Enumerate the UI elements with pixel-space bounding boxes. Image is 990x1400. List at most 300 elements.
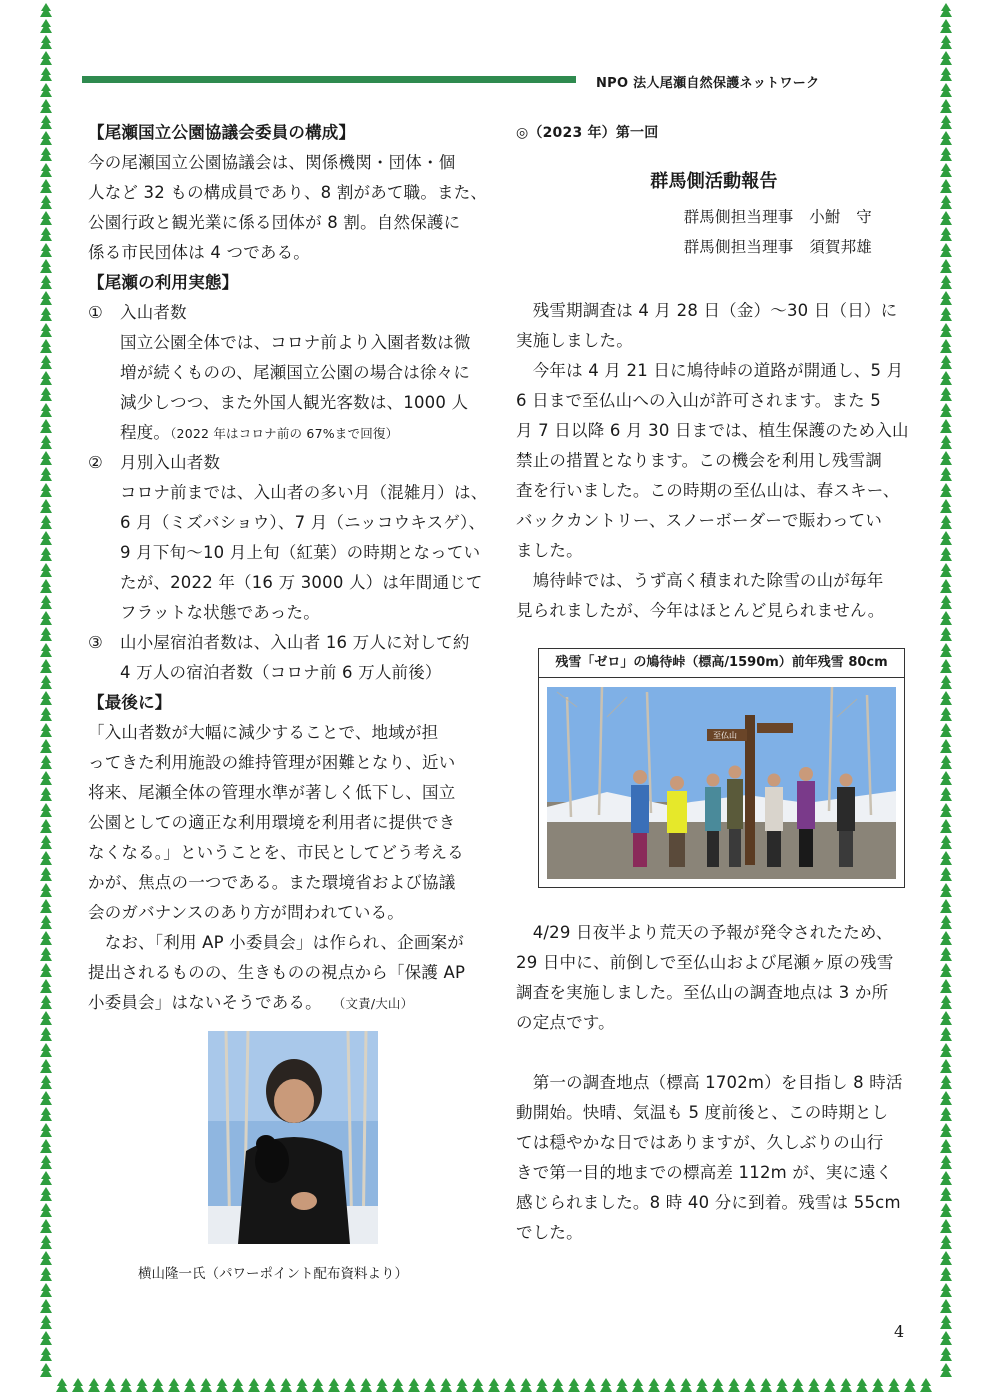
tree-ornament <box>744 1378 756 1392</box>
line-text: かが、焦点の一つである。また環境省および協議 <box>88 873 456 892</box>
tree-ornament <box>940 531 952 545</box>
tree-ornament <box>680 1378 692 1392</box>
tree-ornament <box>940 403 952 417</box>
right-column-lower <box>516 918 912 1248</box>
tree-ornament <box>940 1043 952 1057</box>
tree-ornament <box>856 1378 868 1392</box>
tree-ornament <box>40 291 52 305</box>
tree-ornament <box>248 1378 260 1392</box>
tree-ornament <box>360 1378 372 1392</box>
tree-ornament <box>940 115 952 129</box>
tree-ornament <box>940 499 952 513</box>
tree-ornament <box>940 835 952 849</box>
tree-ornament <box>40 563 52 577</box>
photo-caption: 残雪「ゼロ」の鳩待峠（標高/1590m）前年残雪 80cm <box>539 649 904 678</box>
tree-ornament <box>40 643 52 657</box>
list-number: ① <box>88 303 103 322</box>
text-line <box>88 328 488 358</box>
text-line <box>88 298 488 328</box>
tree-ornament <box>40 99 52 113</box>
tree-ornament <box>940 1299 952 1313</box>
tree-ornament <box>488 1378 500 1392</box>
line-note: （2022 年はコロナ前の 67%まで回復） <box>170 426 399 441</box>
tree-ornament <box>40 227 52 241</box>
right-column <box>516 118 912 626</box>
tree-ornament <box>40 659 52 673</box>
tree-ornament <box>792 1378 804 1392</box>
section-heading <box>88 688 488 718</box>
tree-ornament <box>472 1378 484 1392</box>
text-line <box>88 838 488 868</box>
tree-ornament <box>504 1378 516 1392</box>
text-line: 6 日まで至仏山への入山が許可されます。また 5 <box>516 391 881 410</box>
photo-figure <box>538 648 905 888</box>
signpost-text: 至仏山 <box>713 731 737 740</box>
tree-ornament <box>940 163 952 177</box>
section-heading <box>88 268 488 298</box>
text-line <box>88 388 488 418</box>
tree-ornament <box>940 467 952 481</box>
tree-ornament <box>40 1235 52 1249</box>
tree-ornament <box>168 1378 180 1392</box>
tree-ornament <box>40 675 52 689</box>
tree-ornament <box>940 275 952 289</box>
tree-ornament <box>40 579 52 593</box>
tree-ornament <box>40 275 52 289</box>
text-line <box>88 178 488 208</box>
tree-ornament <box>940 883 952 897</box>
text-line <box>88 808 488 838</box>
tree-ornament <box>408 1378 420 1392</box>
tree-ornament <box>600 1378 612 1392</box>
line-text: 入山者数 <box>120 303 187 322</box>
tree-ornament <box>40 435 52 449</box>
tree-ornament <box>808 1378 820 1392</box>
line-note: （文責/大山） <box>313 996 414 1011</box>
tree-ornament <box>40 963 52 977</box>
tree-ornament <box>940 3 952 17</box>
tree-ornament <box>940 1331 952 1345</box>
tree-ornament <box>40 1187 52 1201</box>
tree-ornament <box>40 147 52 161</box>
tree-ornament <box>940 355 952 369</box>
tree-ornament <box>940 547 952 561</box>
tree-ornament <box>40 1107 52 1121</box>
tree-ornament <box>40 179 52 193</box>
text-line: 調査を実施しました。至仏山の調査地点は 3 か所 <box>516 983 889 1002</box>
line-text: 提出されるものの、生きものの視点から「保護 AP <box>88 963 466 982</box>
tree-ornament <box>696 1378 708 1392</box>
tree-ornament <box>40 499 52 513</box>
tree-ornament <box>40 1331 52 1345</box>
tree-ornament <box>940 787 952 801</box>
tree-ornament <box>40 403 52 417</box>
line-text: 人など 32 もの構成員であり、8 割があて職。また、 <box>88 183 488 202</box>
list-number: ③ <box>88 633 103 652</box>
tree-ornament <box>40 467 52 481</box>
portrait-photo <box>208 1031 378 1244</box>
text-line <box>88 958 488 988</box>
text-line <box>88 238 488 268</box>
tree-ornament <box>824 1378 836 1392</box>
page-number: 4 <box>894 1322 905 1341</box>
line-text: 会のガバナンスのあり方が問われている。 <box>88 903 404 922</box>
text-line <box>88 868 488 898</box>
tree-ornament <box>40 1011 52 1025</box>
tree-ornament <box>940 419 952 433</box>
line-text: 公園としての適正な利用環境を利用者に提供でき <box>88 813 456 832</box>
text-line: バックカントリー、スノーボーダーで賑わってい <box>516 511 883 530</box>
tree-ornament <box>940 67 952 81</box>
tree-ornament <box>940 35 952 49</box>
tree-ornament <box>648 1378 660 1392</box>
text-line: 禁止の措置となります。この機会を利用し残雪調 <box>516 451 883 470</box>
tree-ornament <box>136 1378 148 1392</box>
tree-ornament <box>728 1378 740 1392</box>
tree-ornament <box>940 867 952 881</box>
tree-ornament <box>940 675 952 689</box>
tree-ornament <box>40 739 52 753</box>
left-column <box>88 118 488 1018</box>
tree-ornament <box>940 947 952 961</box>
line-text: 程度。 <box>120 423 171 442</box>
text-line <box>88 508 488 538</box>
text-line <box>88 598 488 628</box>
tree-ornament <box>940 1107 952 1121</box>
tree-ornament <box>40 371 52 385</box>
line-text: 【最後に】 <box>88 693 172 712</box>
tree-ornament <box>232 1378 244 1392</box>
line-text: 9 月下旬〜10 月上旬（紅葉）の時期となってい <box>120 543 481 562</box>
tree-ornament <box>940 563 952 577</box>
line-text: 係る市民団体は 4 つである。 <box>88 243 310 262</box>
tree-ornament <box>940 1315 952 1329</box>
tree-ornament <box>40 1171 52 1185</box>
tree-ornament <box>40 707 52 721</box>
tree-ornament <box>40 1123 52 1137</box>
text-line: 査を行いました。この時期の至仏山は、春スキー、 <box>516 481 900 500</box>
tree-ornament <box>940 691 952 705</box>
tree-ornament <box>40 995 52 1009</box>
tree-ornament <box>104 1378 116 1392</box>
tree-ornament <box>940 307 952 321</box>
tree-ornament <box>40 211 52 225</box>
tree-ornament <box>40 1203 52 1217</box>
tree-ornament <box>940 659 952 673</box>
line-text: 4 万人の宿泊者数（コロナ前 6 万人前後） <box>120 663 442 682</box>
tree-ornament <box>940 339 952 353</box>
tree-ornament <box>40 771 52 785</box>
tree-ornament <box>40 323 52 337</box>
tree-ornament <box>40 243 52 257</box>
tree-ornament <box>392 1378 404 1392</box>
text-line: ては穏やかな日ではありますが、久しぶりの山行 <box>516 1133 884 1152</box>
text-line <box>88 148 488 178</box>
tree-ornament <box>940 723 952 737</box>
line-text: 【尾瀬の利用実態】 <box>88 273 239 292</box>
text-line: 29 日中に、前倒しで至仏山および尾瀬ヶ原の残雪 <box>516 953 894 972</box>
tree-ornament <box>40 1075 52 1089</box>
tree-ornament <box>940 195 952 209</box>
tree-ornament <box>940 259 952 273</box>
text-line <box>88 358 488 388</box>
tree-ornament <box>40 1283 52 1297</box>
tree-ornament <box>40 195 52 209</box>
tree-ornament <box>940 1123 952 1137</box>
tree-ornament <box>40 1267 52 1281</box>
text-line <box>88 988 488 1018</box>
tree-ornament <box>940 1251 952 1265</box>
tree-ornament <box>940 99 952 113</box>
tree-ornament <box>940 771 952 785</box>
text-line <box>88 928 488 958</box>
text-line: 今年は 4 月 21 日に鳩待峠の道路が開通し、5 月 <box>516 361 904 380</box>
text-line: ました。 <box>516 541 583 560</box>
tree-ornament <box>840 1378 852 1392</box>
text-line: でした。 <box>516 1223 583 1242</box>
tree-ornament <box>940 1203 952 1217</box>
tree-ornament <box>40 259 52 273</box>
text-line: 4/29 日夜半より荒天の予報が発令されたため、 <box>516 923 893 942</box>
tree-ornament <box>940 131 952 145</box>
tree-ornament <box>40 595 52 609</box>
tree-ornament <box>40 931 52 945</box>
tree-ornament <box>152 1378 164 1392</box>
tree-ornament <box>940 1219 952 1233</box>
tree-ornament <box>940 595 952 609</box>
tree-ornament <box>40 1155 52 1169</box>
tree-ornament <box>940 227 952 241</box>
tree-ornament <box>940 579 952 593</box>
tree-ornament <box>328 1378 340 1392</box>
tree-ornament <box>940 1155 952 1169</box>
tree-ornament <box>40 51 52 65</box>
tree-ornament <box>40 787 52 801</box>
tree-ornament <box>888 1378 900 1392</box>
tree-ornament <box>40 163 52 177</box>
tree-ornament <box>940 627 952 641</box>
tree-ornament <box>440 1378 452 1392</box>
tree-ornament <box>296 1378 308 1392</box>
tree-ornament <box>940 755 952 769</box>
tree-ornament <box>40 451 52 465</box>
tree-ornament <box>568 1378 580 1392</box>
text-line: の定点です。 <box>516 1013 615 1032</box>
tree-ornament <box>40 979 52 993</box>
tree-ornament <box>940 707 952 721</box>
tree-ornament <box>40 1315 52 1329</box>
tree-ornament <box>940 979 952 993</box>
tree-ornament <box>940 435 952 449</box>
line-text: 「入山者数が大幅に減少することで、地域が担 <box>88 723 439 742</box>
tree-ornament <box>40 547 52 561</box>
tree-ornament <box>40 1091 52 1105</box>
tree-ornament <box>940 483 952 497</box>
tree-ornament <box>776 1378 788 1392</box>
tree-ornament <box>940 19 952 33</box>
tree-ornament <box>40 1347 52 1361</box>
tree-ornament <box>940 1027 952 1041</box>
tree-ornament <box>940 291 952 305</box>
text-line <box>88 418 488 448</box>
tree-ornament <box>40 83 52 97</box>
tree-ornament <box>940 147 952 161</box>
tree-ornament <box>940 1267 952 1281</box>
tree-ornament <box>376 1378 388 1392</box>
header-accent-bar <box>82 76 576 83</box>
tree-ornament <box>40 819 52 833</box>
text-line: 実施しました。 <box>516 331 633 350</box>
tree-ornament <box>344 1378 356 1392</box>
tree-ornament <box>940 371 952 385</box>
text-line: きで第一目的地までの標高差 112m が、実に遠く <box>516 1163 893 1182</box>
text-line <box>88 748 488 778</box>
tree-ornament <box>40 115 52 129</box>
tree-ornament <box>940 1011 952 1025</box>
line-text: 国立公園全体では、コロナ前より入園者数は微 <box>120 333 471 352</box>
tree-ornament <box>940 515 952 529</box>
tree-ornament <box>40 915 52 929</box>
text-line: 動開始。快晴、気温も 5 度前後と、この時期とし <box>516 1103 889 1122</box>
tree-ornament <box>940 1139 952 1153</box>
tree-ornament <box>616 1378 628 1392</box>
line-text: たが、2022 年（16 万 3000 人）は年間通じて <box>120 573 483 592</box>
line-text: 月別入山者数 <box>120 453 221 472</box>
tree-ornament <box>40 1251 52 1265</box>
line-text: 増が続くものの、尾瀬国立公園の場合は徐々に <box>120 363 471 382</box>
tree-ornament <box>940 1091 952 1105</box>
line-text: 今の尾瀬国立公園協議会は、関係機関・団体・個 <box>88 153 456 172</box>
text-line <box>88 448 488 478</box>
tree-ornament <box>40 531 52 545</box>
tree-ornament <box>456 1378 468 1392</box>
text-line <box>88 478 488 508</box>
tree-ornament <box>940 1075 952 1089</box>
tree-ornament <box>940 1347 952 1361</box>
line-text: 6 月（ミズバショウ）、7 月（ニッコウキスゲ）、 <box>120 513 486 532</box>
tree-ornament <box>280 1378 292 1392</box>
text-line <box>88 658 488 688</box>
tree-ornament <box>940 83 952 97</box>
tree-ornament <box>520 1378 532 1392</box>
text-line: 月 7 日以降 6 月 30 日までは、植生保護のため入山 <box>516 421 909 440</box>
tree-ornament <box>872 1378 884 1392</box>
tree-ornament <box>40 611 52 625</box>
tree-ornament <box>40 131 52 145</box>
tree-ornament <box>940 1187 952 1201</box>
tree-ornament <box>40 67 52 81</box>
line-text: 公園行政と観光業に係る団体が 8 割。自然保護に <box>88 213 461 232</box>
tree-ornament <box>40 755 52 769</box>
tree-ornament <box>632 1378 644 1392</box>
tree-ornament <box>712 1378 724 1392</box>
tree-ornament <box>940 739 952 753</box>
tree-ornament <box>40 851 52 865</box>
text-line: 見られましたが、今年はほとんど見られません。 <box>516 601 885 620</box>
tree-ornament <box>584 1378 596 1392</box>
text-line <box>88 778 488 808</box>
line-text: 小委員会」はないそうである。 <box>88 993 314 1012</box>
list-number: ② <box>88 453 103 472</box>
tree-ornament <box>40 19 52 33</box>
tree-ornament <box>940 211 952 225</box>
tree-ornament <box>40 307 52 321</box>
tree-ornament <box>40 835 52 849</box>
tree-ornament <box>940 243 952 257</box>
tree-ornament <box>88 1378 100 1392</box>
article-title: 群馬側活動報告 <box>650 171 778 192</box>
tree-ornament <box>940 1363 952 1377</box>
tree-ornament <box>184 1378 196 1392</box>
tree-ornament <box>40 35 52 49</box>
tree-ornament <box>940 179 952 193</box>
tree-ornament <box>940 915 952 929</box>
tree-ornament <box>940 899 952 913</box>
series-label: ◎（2023 年）第一回 <box>516 125 659 141</box>
tree-ornament <box>40 1043 52 1057</box>
line-text: なくなる。」ということを、市民としてどう考える <box>88 843 464 862</box>
tree-ornament <box>40 1363 52 1377</box>
tree-ornament <box>40 1027 52 1041</box>
tree-ornament <box>940 1283 952 1297</box>
line-text: コロナ前までは、入山者の多い月（混雑月）は、 <box>120 483 488 502</box>
tree-ornament <box>312 1378 324 1392</box>
tree-ornament <box>40 483 52 497</box>
tree-ornament <box>200 1378 212 1392</box>
portrait-caption: 横山隆一氏（パワーポイント配布資料より） <box>138 1266 408 1282</box>
tree-ornament <box>760 1378 772 1392</box>
author-line: 群馬側担当理事 小鮒 守 <box>683 208 872 226</box>
tree-ornament <box>940 1059 952 1073</box>
text-line: 残雪期調査は 4 月 28 日（金）〜30 日（日）に <box>516 301 898 320</box>
text-line <box>88 538 488 568</box>
tree-ornament <box>40 1299 52 1313</box>
tree-ornament <box>940 611 952 625</box>
text-line: 鳩待峠では、うず高く積まれた除雪の山が毎年 <box>516 571 884 590</box>
group-photo <box>547 687 896 879</box>
tree-ornament <box>264 1378 276 1392</box>
tree-ornament <box>40 947 52 961</box>
tree-ornament <box>940 963 952 977</box>
tree-ornament <box>664 1378 676 1392</box>
text-line <box>88 718 488 748</box>
text-line: 第一の調査地点（標高 1702m）を目指し 8 時活 <box>516 1073 903 1092</box>
line-text: フラットな状態であった。 <box>120 603 320 622</box>
tree-ornament <box>40 627 52 641</box>
tree-ornament <box>40 419 52 433</box>
tree-ornament <box>940 931 952 945</box>
tree-ornament <box>56 1378 68 1392</box>
tree-ornament <box>120 1378 132 1392</box>
line-text: 減少しつつ、また外国人観光客数は、1000 人 <box>120 393 469 412</box>
tree-ornament <box>40 867 52 881</box>
tree-ornament <box>40 1139 52 1153</box>
tree-ornament <box>40 3 52 17</box>
tree-ornament <box>940 851 952 865</box>
tree-ornament <box>40 1059 52 1073</box>
tree-ornament <box>940 1235 952 1249</box>
tree-ornament <box>40 387 52 401</box>
tree-ornament <box>536 1378 548 1392</box>
tree-ornament <box>216 1378 228 1392</box>
tree-ornament <box>920 1378 932 1392</box>
text-line: 感じられました。8 時 40 分に到着。残雪は 55cm <box>516 1193 901 1212</box>
text-line <box>88 208 488 238</box>
tree-ornament <box>40 691 52 705</box>
section-heading <box>88 118 488 148</box>
line-text: 山小屋宿泊者数は、入山者 16 万人に対して約 <box>120 633 470 652</box>
tree-ornament <box>40 899 52 913</box>
